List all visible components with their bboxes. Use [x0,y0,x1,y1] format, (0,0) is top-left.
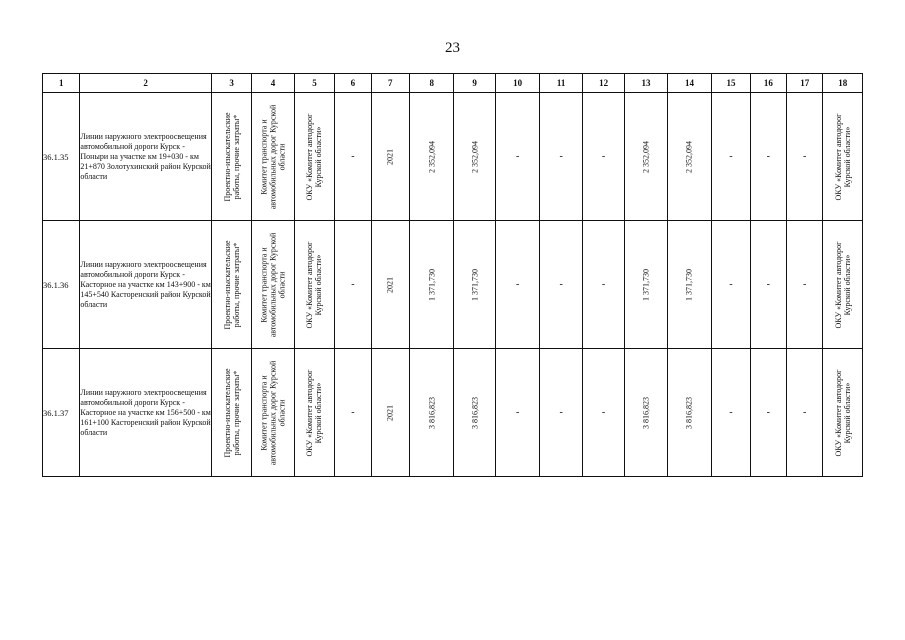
executor-cell [823,93,863,221]
object-name: Линии наружного электроосвещения автомобильной дороги Курск - Поныри на участке км 19+030 - км 21+870 Золотухинский район Курской области [80,93,211,221]
column-header: 12 [582,74,624,93]
value-col15: - [712,221,750,349]
value-col13: 3 816,823 [641,396,651,429]
executor: ОКУ «Комитет автодорог Курской области» [833,113,852,200]
customer: ОКУ «Комитет автодорог Курской области» [305,113,324,200]
column-header: 1 [43,74,80,93]
value-col13: 2 352,094 [641,140,651,173]
column-header: 11 [540,74,582,93]
value-col17: - [787,93,823,221]
value-col9-cell [454,349,495,477]
year-cell [371,349,409,477]
column-header: 13 [625,74,667,93]
value-col11: - [540,349,582,477]
column-header: 18 [823,74,863,93]
object-name: Линии наружного электроосвещения автомобильной дороги Курск - Касторное на участке км 143+900 - км 145+540 Касторенский район Курской области [80,221,211,349]
value-col14-cell [667,221,711,349]
value-col12: - [582,221,624,349]
object-name: Линии наружного электроосвещения автомобильной дороги Курск - Касторное на участке км 156+500 - км 161+100 Касторенский район Курской области [80,349,211,477]
column-header: 5 [294,74,334,93]
customer-cell [294,221,334,349]
table-row [43,221,863,349]
work-type: Проектно-изыскательские работы, прочие затраты* [222,239,241,330]
year: 2021 [385,148,395,165]
value-col8-cell [409,93,453,221]
committee-cell [252,349,294,477]
column-header: 10 [495,74,539,93]
value-col15: - [712,93,750,221]
column-header: 9 [454,74,495,93]
value-col11: - [540,221,582,349]
value-col8: 1 371,730 [427,268,437,301]
committee-cell [252,221,294,349]
value-col12: - [582,349,624,477]
value-col13-cell [625,349,667,477]
value-col8-cell [409,221,453,349]
customer-cell [294,93,334,221]
value-col8-cell [409,349,453,477]
year-cell [371,221,409,349]
value-col17: - [787,349,823,477]
value-col14-cell [667,93,711,221]
customer: ОКУ «Комитет автодорог Курской области» [305,369,324,456]
table-row [43,93,863,221]
work-type: Проектно-изыскательские работы, прочие затраты* [222,111,241,202]
column-header: 14 [667,74,711,93]
executor: ОКУ «Комитет автодорог Курской области» [833,241,852,328]
value-col10: - [495,221,539,349]
column-header: 7 [371,74,409,93]
column-header: 3 [211,74,251,93]
committee: Комитет транспорта и автомобильных дорог Курской области [259,104,287,209]
value-col6: - [335,221,371,349]
value-col16: - [750,221,786,349]
committee: Комитет транспорта и автомобильных дорог Курской области [259,360,287,465]
page-number: 23 [445,40,460,56]
value-col11: - [540,93,582,221]
object-code: 36.1.36 [43,221,80,349]
value-col9: 2 352,094 [470,140,480,173]
value-col13: 1 371,730 [641,268,651,301]
year: 2021 [385,276,395,293]
column-header: 2 [80,74,211,93]
work-type-cell [211,93,251,221]
value-col10: - [495,93,539,221]
value-col9-cell [454,221,495,349]
value-col9: 3 816,823 [470,396,480,429]
executor-cell [823,221,863,349]
committee-cell [252,93,294,221]
object-code: 36.1.37 [43,349,80,477]
value-col13-cell [625,221,667,349]
value-col17: - [787,221,823,349]
table-row [43,349,863,477]
year: 2021 [385,404,395,421]
value-col8: 2 352,094 [427,140,437,173]
customer-cell [294,349,334,477]
column-header: 4 [252,74,294,93]
column-header: 15 [712,74,750,93]
value-col16: - [750,93,786,221]
executor-cell [823,349,863,477]
value-col8: 3 816,823 [427,396,437,429]
committee: Комитет транспорта и автомобильных дорог Курской области [259,232,287,337]
value-col16: - [750,349,786,477]
investment-table [42,73,863,477]
value-col6: - [335,349,371,477]
header-row [43,74,863,93]
value-col10: - [495,349,539,477]
value-col14-cell [667,349,711,477]
column-header: 17 [787,74,823,93]
year-cell [371,93,409,221]
column-header: 8 [409,74,453,93]
value-col9-cell [454,93,495,221]
work-type: Проектно-изыскательские работы, прочие затраты* [222,367,241,458]
value-col12: - [582,93,624,221]
column-header: 16 [750,74,786,93]
value-col6: - [335,93,371,221]
column-header: 6 [335,74,371,93]
value-col9: 1 371,730 [470,268,480,301]
customer: ОКУ «Комитет автодорог Курской области» [305,241,324,328]
value-col15: - [712,349,750,477]
work-type-cell [211,349,251,477]
value-col14: 1 371,730 [684,268,694,301]
value-col14: 3 816,823 [684,396,694,429]
value-col14: 2 352,094 [684,140,694,173]
work-type-cell [211,221,251,349]
value-col13-cell [625,93,667,221]
executor: ОКУ «Комитет автодорог Курской области» [833,369,852,456]
object-code: 36.1.35 [43,93,80,221]
